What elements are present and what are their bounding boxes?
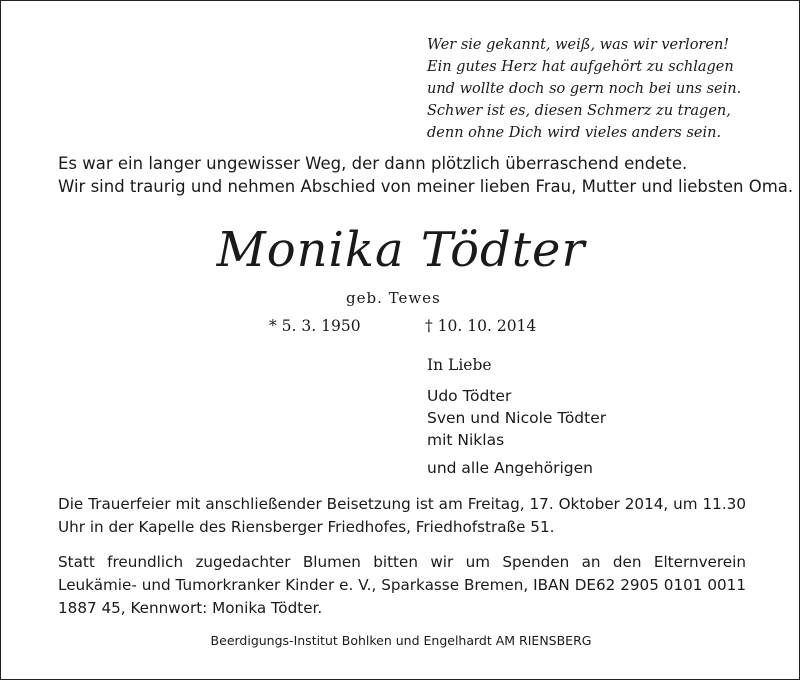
poem [427, 34, 747, 144]
death-date: † 10. 10. 2014 [425, 317, 537, 335]
poem-line: Ein gutes Herz hat aufgehört zu schlagen [427, 59, 734, 75]
mourner-name: und alle Angehörigen [427, 459, 593, 477]
intro-line: Es war ein langer ungewisser Weg, der dann plötzlich überraschend endete. [58, 154, 688, 173]
poem-line: denn ohne Dich wird vieles anders sein. [427, 125, 722, 141]
poem-line: Wer sie gekannt, weiß, was wir verloren! [427, 37, 730, 53]
funeral-home: Beerdigungs-Institut Bohlken und Engelhardt AM RIENSBERG [210, 633, 592, 648]
birth-name: geb. Tewes [346, 289, 441, 307]
poem-line: und wollte doch so gern noch bei uns sein. [427, 81, 742, 97]
mourner-name: Udo Tödter [427, 387, 512, 405]
mourner-name: Sven und Nicole Tödter [427, 409, 607, 427]
poem-line: Schwer ist es, diesen Schmerz zu tragen, [427, 103, 731, 119]
mourners-intro: In Liebe [427, 356, 492, 374]
ceremony-info: Die Trauerfeier mit anschließender Beisetzung ist am Freitag, 17. Oktober 2014, um 11.30 Uhr in der Kapelle des Riensberger Friedhofes, Friedhofstraße 51. [58, 495, 746, 536]
mourner-name: mit Niklas [427, 431, 505, 449]
deceased-name: Monika Tödter [216, 222, 586, 278]
life-dates [269, 314, 569, 338]
intro-text [58, 152, 794, 198]
intro-line: Wir sind traurig und nehmen Abschied von meiner lieben Frau, Mutter und liebsten Oma. [58, 177, 794, 196]
birth-date: * 5. 3. 1950 [269, 317, 361, 335]
mourners [427, 353, 767, 479]
donation-request: Statt freundlich zugedachter Blumen bitten wir um Spenden an den Elternverein Leukämie- und Tumorkranker Kinder e. V., Sparkasse Bremen, IBAN DE62 2905 0101 0011 1887 45, Kennwort: Monika Tödter. [58, 553, 746, 617]
mourner-names [427, 385, 767, 479]
